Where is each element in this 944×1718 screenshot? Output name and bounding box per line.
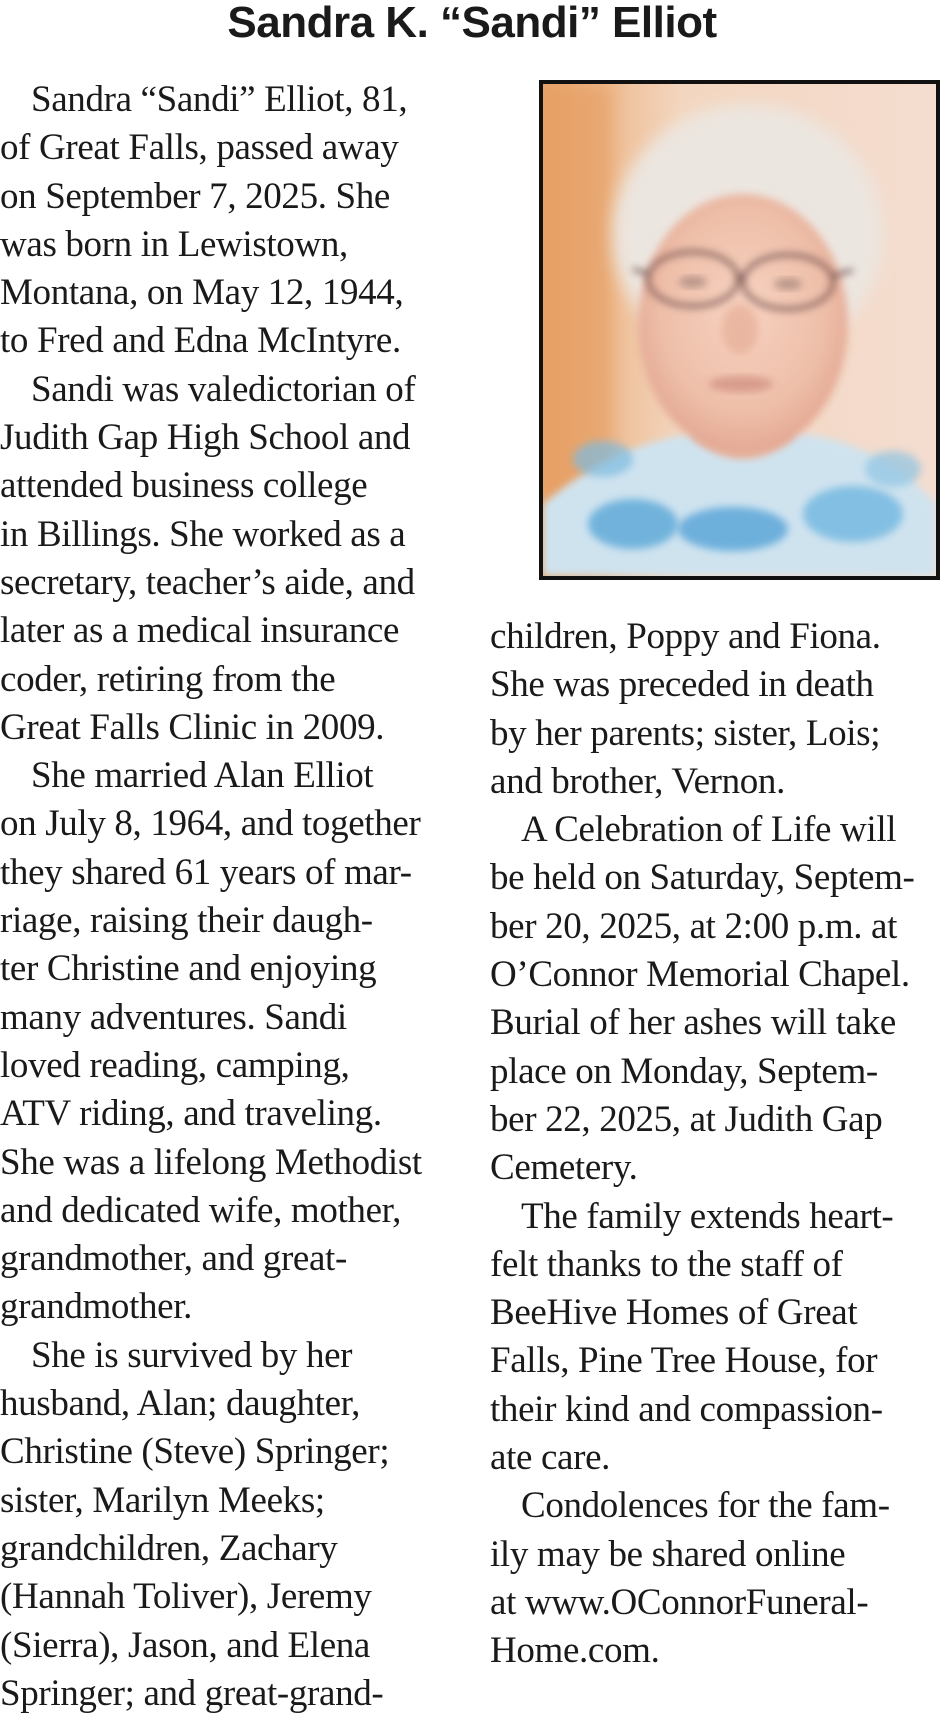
text-line: Springer; and great-grand-: [0, 1672, 384, 1714]
text-line: loved reading, camping,: [0, 1044, 350, 1086]
text-line: Great Falls Clinic in 2009.: [0, 706, 385, 748]
text-line: ily may be shared online: [490, 1533, 846, 1575]
text-line: ATV riding, and traveling.: [0, 1093, 382, 1135]
text-line: grandmother, and great-: [0, 1238, 347, 1280]
text-line: their kind and compassion-: [490, 1388, 883, 1430]
right-text-column: [490, 613, 942, 1676]
text-line: She is survived by her: [31, 1334, 353, 1376]
text-line: at www.OConnorFuneral-: [490, 1581, 869, 1623]
portrait-photo-icon: [543, 84, 936, 576]
text-line: husband, Alan; daughter,: [0, 1383, 361, 1425]
text-line: later as a medical insurance: [0, 610, 400, 652]
text-line: by her parents; sister, Lois;: [490, 712, 881, 754]
text-line: She was preceded in death: [490, 664, 874, 706]
text-line: ate care.: [490, 1437, 611, 1479]
text-line: (Hannah Toliver), Jeremy: [0, 1576, 372, 1618]
text-line: Sandi was valedictorian of: [31, 368, 416, 410]
text-line: of Great Falls, passed away: [0, 127, 399, 169]
text-line: children, Poppy and Fiona.: [490, 616, 881, 657]
text-line: The family extends heart-: [521, 1195, 894, 1237]
text-line: Cemetery.: [490, 1147, 638, 1189]
text-line: place on Monday, Septem-: [490, 1050, 878, 1092]
portrait-photo: [539, 80, 940, 580]
text-line: riage, raising their daugh-: [0, 900, 373, 942]
text-line: on July 8, 1964, and together: [0, 803, 421, 845]
text-line: felt thanks to the staff of: [490, 1243, 843, 1285]
text-line: She married Alan Elliot: [31, 755, 374, 797]
text-line: She was a lifelong Methodist: [0, 1141, 422, 1183]
text-line: to Fred and Edna McIntyre.: [0, 320, 401, 362]
text-line: secretary, teacher’s aide, and: [0, 561, 415, 603]
text-line: was born in Lewistown,: [0, 223, 348, 265]
left-text-column: [0, 76, 452, 1718]
text-line: O’Connor Memorial Chapel.: [490, 954, 910, 996]
text-line: coder, retiring from the: [0, 658, 336, 700]
text-line: grandchildren, Zachary: [0, 1527, 338, 1569]
text-line: ber 22, 2025, at Judith Gap: [490, 1098, 883, 1140]
text-line: Falls, Pine Tree House, for: [490, 1340, 878, 1382]
text-line: ter Christine and enjoying: [0, 948, 377, 990]
text-line: and dedicated wife, mother,: [0, 1189, 402, 1231]
text-line: Burial of her ashes will take: [490, 1002, 896, 1044]
text-line: ber 20, 2025, at 2:00 p.m. at: [490, 905, 898, 947]
text-line: and brother, Vernon.: [490, 760, 785, 802]
text-line: BeeHive Homes of Great: [490, 1292, 858, 1334]
text-line: (Sierra), Jason, and Elena: [0, 1624, 371, 1666]
text-line: Condolences for the fam-: [521, 1485, 890, 1527]
text-line: A Celebration of Life will: [521, 809, 897, 851]
text-line: in Billings. She worked as a: [0, 513, 406, 555]
text-line: on September 7, 2025. She: [0, 175, 390, 217]
text-line: Home.com.: [490, 1630, 660, 1672]
text-line: many adventures. Sandi: [0, 996, 347, 1038]
text-line: Judith Gap High School and: [0, 417, 411, 459]
text-line: Christine (Steve) Springer;: [0, 1431, 390, 1473]
text-line: sister, Marilyn Meeks;: [0, 1479, 325, 1521]
text-line: attended business college: [0, 465, 368, 507]
text-line: Sandra “Sandi” Elliot, 81,: [31, 79, 408, 120]
text-line: be held on Saturday, Septem-: [490, 857, 915, 899]
obituary-title: Sandra K. “Sandi” Elliot: [227, 0, 717, 47]
text-line: they shared 61 years of mar-: [0, 851, 412, 893]
text-line: grandmother.: [0, 1286, 193, 1328]
text-line: Montana, on May 12, 1944,: [0, 272, 404, 314]
